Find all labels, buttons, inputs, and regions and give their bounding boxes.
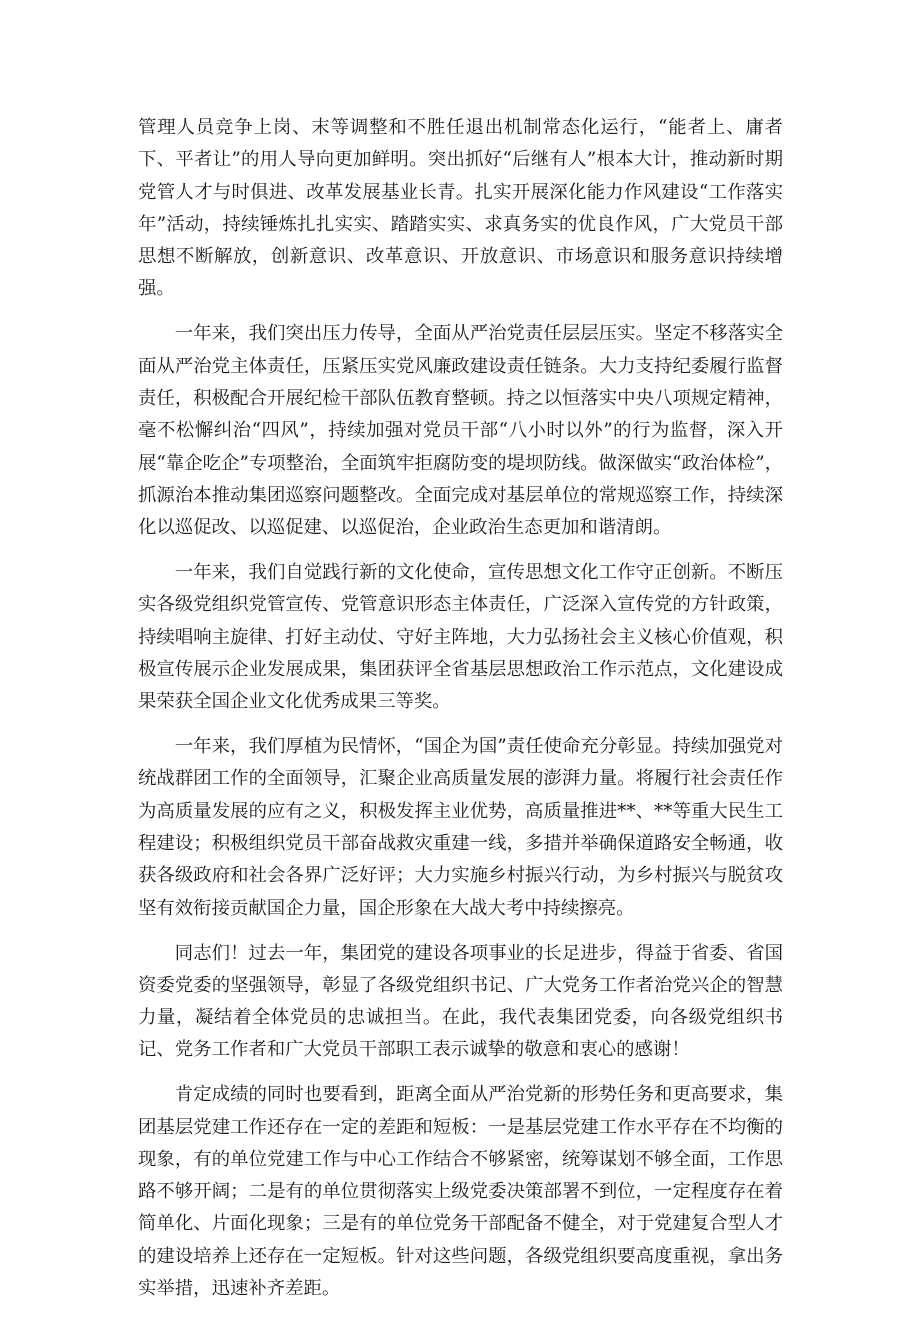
paragraph-discipline: 一年来，我们突出压力传导，全面从严治党责任层层压实。坚定不移落实全面从严治党主体责任，压紧压实党风廉政建设责任链条。大力支持纪委履行监督责任，积极配合开展纪检干部队伍教育整顿。持之以恒落实中央八项规定精神，毫不松懈纠治“四风”，持续加强对党员干部“八小时以外”的行为监督，深入开展“靠企吃企”专项整治，全面筑牢拒腐防变的堤坝防线。做深做实“政治体检”，抓源治本推动集团巡察问题整改。全面完成对基层单位的常规巡察工作，持续深化以巡促改、以巡促建、以巡促治，企业政治生态更加和谐清朗。 xyxy=(138,323,783,539)
paragraph-culture: 一年来，我们自觉践行新的文化使命，宣传思想文化工作守正创新。不断压实各级党组织党管宣传、党管意识形态主体责任，广泛深入宣传党的方针政策，持续唱响主旋律、打好主动仗、守好主阵地，大力弘扬社会主义核心价值观，积极宣传展示企业发展成果，集团获评全省基层思想政治工作示范点，文化建设成果荣获全国企业文化优秀成果三等奖。 xyxy=(138,562,783,713)
paragraph-continuation: 管理人员竞争上岗、末等调整和不胜任退出机制常态化运行，“能者上、庸者下、平者让”的用人导向更加鲜明。突出抓好“后继有人”根本大计，推动新时期党管人才与时俱进、改革发展基业长青。扎实开展深化能力作风建设“工作落实年”活动，持续锤炼扎扎实实、踏踏实实、求真务实的优良作风，广大党员干部思想不断解放，创新意识、改革意识、开放意识、市场意识和服务意识持续增强。 xyxy=(138,117,783,300)
paragraph-social-responsibility: 一年来，我们厚植为民情怀，“国企为国”责任使命充分彰显。持续加强党对统战群团工作的全面领导，汇聚企业高质量发展的澎湃力量。将履行社会责任作为高质量发展的应有之义，积极发挥主业优势，高质量推进**、**等重大民生工程建设；积极组织党员干部奋战救灾重建一线，多措并举确保道路安全畅通，收获各级政府和社会各界广泛好评；大力实施乡村振兴行动，为乡村振兴与脱贫攻坚有效衔接贡献国企力量，国企形象在大战大考中持续擦亮。 xyxy=(138,736,783,919)
paragraph-shortcomings: 肯定成绩的同时也要看到，距离全面从严治党新的形势任务和更高要求，集团基层党建工作还存在一定的差距和短板：一是基层党建工作水平存在不均衡的现象，有的单位党建工作与中心工作结合不够紧密，统筹谋划不够全面，工作思路不够开阔；二是有的单位贯彻落实上级党委决策部署不到位，一定程度存在着简单化、片面化现象；三是有的单位党务干部配备不健全，对于党建复合型人才的建设培养上还存在一定短板。针对这些问题，各级党组织要高度重视，拿出务实举措，迅速补齐差距。 xyxy=(138,1084,783,1300)
document-body xyxy=(138,112,783,1318)
paragraph-acknowledgement: 同志们！过去一年，集团党的建设各项事业的长足进步，得益于省委、省国资委党委的坚强领导，彰显了各级党组织书记、广大党务工作者治党兴企的智慧力量，凝结着全体党员的忠诚担当。在此，我代表集团党委，向各级党组织书记、党务工作者和广大党员干部职工表示诚挚的敬意和衷心的感谢！ xyxy=(138,942,783,1061)
